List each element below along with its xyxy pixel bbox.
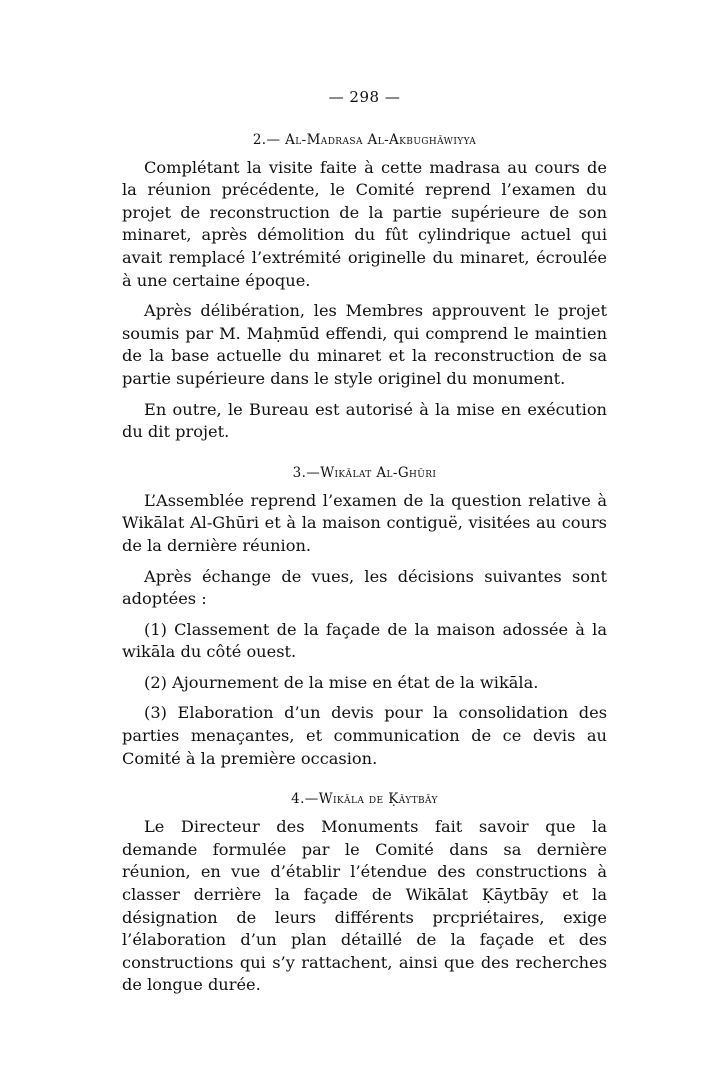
decision-item-3: (3) Elaboration d’un devis pour la consolidation des parties menaçantes, et communication de ce devis au Comité à la première occasion.	[122, 703, 607, 768]
section-madrasa-akbughawiyya	[122, 129, 607, 444]
decision-item-1: (1) Classement de la façade de la maison adossée à la wikāla du côté ouest.	[122, 619, 607, 662]
paragraph: L’Assemblée reprend l’examen de la question relative à Wikālat Al-Ghūri et à la maison contiguë, visitées au cours de la dernière réunion.	[122, 490, 607, 555]
decision-item-2: (2) Ajournement de la mise en état de la wikāla.	[144, 672, 539, 692]
paragraph: Après délibération, les Membres approuvent le projet soumis par M. Maḥmūd effendi, qui comprend le maintien de la base actuelle du minaret et la reconstruction de sa partie supérieure dans le style originel du monument.	[122, 301, 607, 388]
section-wikalat-al-ghuri	[122, 462, 607, 771]
paragraph: Complétant la visite faite à cette madrasa au cours de la réunion précédente, le Comité reprend l’examen du projet de reconstruction de la partie supérieure de son minaret, après démolition du fût cylindrique actuel qui avait remplacé l’extrémité originelle du minaret, écroulée à une certaine époque.	[122, 157, 607, 290]
paragraph: Après échange de vues, les décisions suivantes sont adoptées :	[122, 566, 607, 609]
document-page	[122, 86, 607, 1005]
section-wikala-de-kaytbay	[122, 788, 607, 997]
paragraph: Le Directeur des Monuments fait savoir que la demande formulée par le Comité dans sa dernière réunion, en vue d’établir l’étendue des constructions à classer derrière la façade de Wikālat Ḳāytbāy et la désignation de leurs différents prcpriétaires, exige l’élaboration d’un plan détaillé de la façade et des constructions qui s’y rattachent, ainsi que des recherches de longue durée.	[122, 817, 607, 995]
paragraph: En outre, le Bureau est autorisé à la mise en exécution du dit projet.	[122, 399, 607, 442]
page-number: — 298 —	[328, 88, 401, 106]
section-heading: 3.—Wikālat Al-Ghūri	[292, 464, 437, 481]
section-heading: 4.—Wikāla de Ḳāytbāy	[291, 791, 438, 808]
section-heading: 2.— Al-Madrasa Al-Akbughāwiyya	[252, 131, 477, 148]
